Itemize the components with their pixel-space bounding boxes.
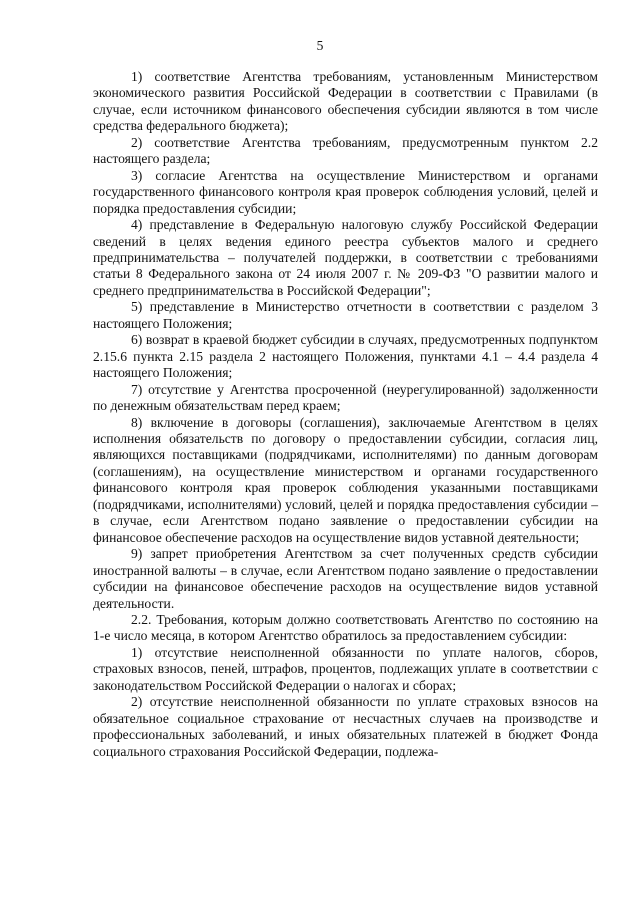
paragraph: 3) согласие Агентства на осуществление Министерством и органами государственного финансового контроля края проверок соблюдения условий, целей и порядка предоставления субсидии; <box>93 167 598 216</box>
paragraph: 1) соответствие Агентства требованиям, установленным Министерством экономического развития Российской Федерации в соответствии с Правилами (в случае, если источником финансового обеспечения субсидии являются в том числе средства федерального бюджета); <box>93 69 598 134</box>
paragraph: 2.2. Требования, которым должно соответствовать Агентство по состоянию на 1-е число месяца, в котором Агентство обратилось за предоставлением субсидии: <box>93 611 598 644</box>
paragraph: 1) отсутствие неисполненной обязанности по уплате налогов, сборов, страховых взносов, пеней, штрафов, процентов, подлежащих уплате в соответствии с законодательством Российской Федерации о налогах и сборах; <box>93 644 598 693</box>
paragraph: 8) включение в договоры (соглашения), заключаемые Агентством в целях исполнения обязательств по договору о предоставлении субсидии, согласия лиц, являющихся поставщиками (подрядчиками, исполнителями) по данным договорам (соглашениям), на осуществление министерством и органами государственного финансового контроля края проверок соблюдения указанными поставщиками (подрядчиками, исполнителями) условий, целей и порядка предоставления субсидии – в случае, если Агентством подано заявление о предоставлении субсидии на финансовое обеспечение расходов на осуществление видов уставной деятельности; <box>93 414 598 545</box>
page-number: 5 <box>316 38 324 53</box>
document-body <box>93 69 598 760</box>
paragraph: 5) представление в Министерство отчетности в соответствии с разделом 3 настоящего Положения; <box>93 299 598 331</box>
paragraph: 7) отсутствие у Агентства просроченной (неурегулированной) задолженности по денежным обязательствам перед краем; <box>93 381 598 414</box>
paragraph: 6) возврат в краевой бюджет субсидии в случаях, предусмотренных подпунктом 2.15.6 пункта 2.15 раздела 2 настоящего Положения, пунктами 4.1 – 4.4 раздела 4 настоящего Положения; <box>93 332 598 381</box>
paragraph: 9) запрет приобретения Агентством за счет полученных средств субсидии иностранной валюты – в случае, если Агентством подано заявление о предоставлении субсидии на финансовое обеспечение расходов на осуществление видов уставной деятельности. <box>93 546 598 611</box>
paragraph: 4) представление в Федеральную налоговую службу Российской Федерации сведений в целях ведения единого реестра субъектов малого и среднего предпринимательства – получателей поддержки, в соответствии с требованиями статьи 8 Федерального закона от 24 июля 2007 г. № 209-ФЗ "О развитии малого и среднего предпринимательства в Российской Федерации"; <box>93 217 598 298</box>
paragraph: 2) отсутствие неисполненной обязанности по уплате страховых взносов на обязательное социальное страхование от несчастных случаев на производстве и профессиональных заболеваний, и иных обязательных платежей в бюджет Фонда социального страхования Российской Федерации, подлежа- <box>93 694 598 759</box>
paragraph: 2) соответствие Агентства требованиям, предусмотренным пунктом 2.2 настоящего раздела; <box>93 134 598 167</box>
